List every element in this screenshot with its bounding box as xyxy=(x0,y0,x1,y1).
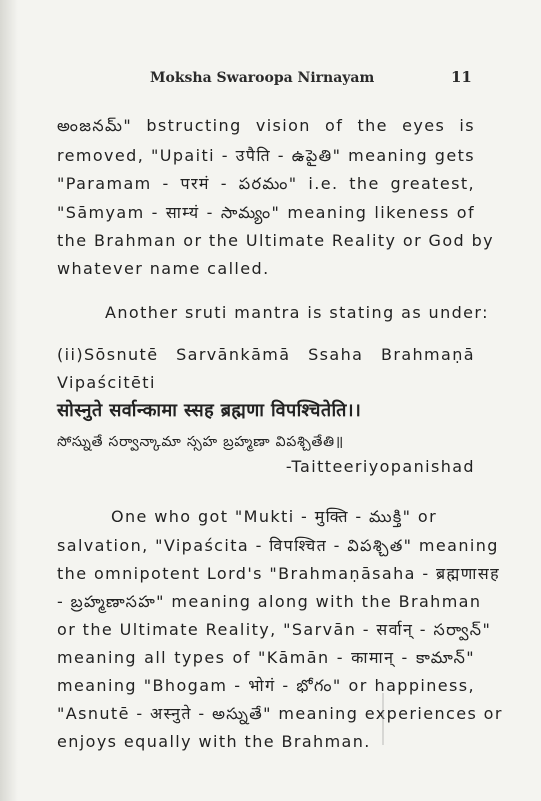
bleed-through-mark xyxy=(382,693,384,745)
body-line-6: whatever name called. xyxy=(57,259,270,278)
paragraph-line-1: One who got "Mukti - मुक्ति - ముక్తి" or xyxy=(111,507,438,526)
body-line-3: "Paramam - परमं - పరమం" i.e. the greatest, xyxy=(57,174,475,193)
paragraph-line-6: meaning all types of "Kāmān - कामान् - కామాన్" xyxy=(57,648,475,667)
paragraph-line-8: "Asnutē - अस्नुते - అస్నుతే" meaning experiences or xyxy=(57,704,503,723)
page-number: 11 xyxy=(451,68,472,86)
mantra-transliteration-line-1: (ii)Sōsnutē Sarvānkāmā Ssaha Brahmaṇā xyxy=(57,345,475,364)
paragraph-line-2: salvation, "Vipaścita - विपश्चित - విపశ్చిత" meaning xyxy=(57,536,499,555)
body-line-4: "Sāmyam - साम्यं - సామ్యం" meaning likeness of xyxy=(57,203,475,222)
page-shadow-edge xyxy=(0,0,18,801)
body-line-1: అంజనమ్" bstructing vision of the eyes is xyxy=(57,116,475,135)
paragraph-line-9: enjoys equally with the Brahman. xyxy=(57,732,371,751)
body-line-2: removed, "Upaiti - उपैति - ఉపైతి" meaning gets xyxy=(57,146,475,165)
paragraph-line-3: the omnipotent Lord's "Brahmaṇāsaha - ब्रह्मणासह xyxy=(57,564,500,583)
paragraph-line-7: meaning "Bhogam - भोगं - భోగం" or happiness, xyxy=(57,676,475,695)
mantra-transliteration-line-2: Vipaścitēti xyxy=(57,373,156,392)
mantra-sanskrit-line: सोस्नुते सर्वान्कामा स्सह ब्रह्मणा विपश्चितेति।। xyxy=(57,400,362,421)
mantra-source-line: -Taitteeriyopanishad xyxy=(285,457,475,476)
running-header-title: Moksha Swaroopa Nirnayam xyxy=(150,70,375,86)
paragraph-line-4: - బ్రహ్మణాసహ" meaning along with the Brahman xyxy=(57,592,482,611)
body-line-5: the Brahman or the Ultimate Reality or God by xyxy=(57,231,494,250)
section-intro: Another sruti mantra is stating as under: xyxy=(105,303,489,322)
paragraph-line-5: or the Ultimate Reality, "Sarvān - सर्वान् - సర్వాన్" xyxy=(57,620,492,639)
mantra-telugu-line: సోస్నుతే సర్వాన్కామా స్సహ బ్రహ్మణా విపశ్చితేతి॥ xyxy=(57,434,345,450)
